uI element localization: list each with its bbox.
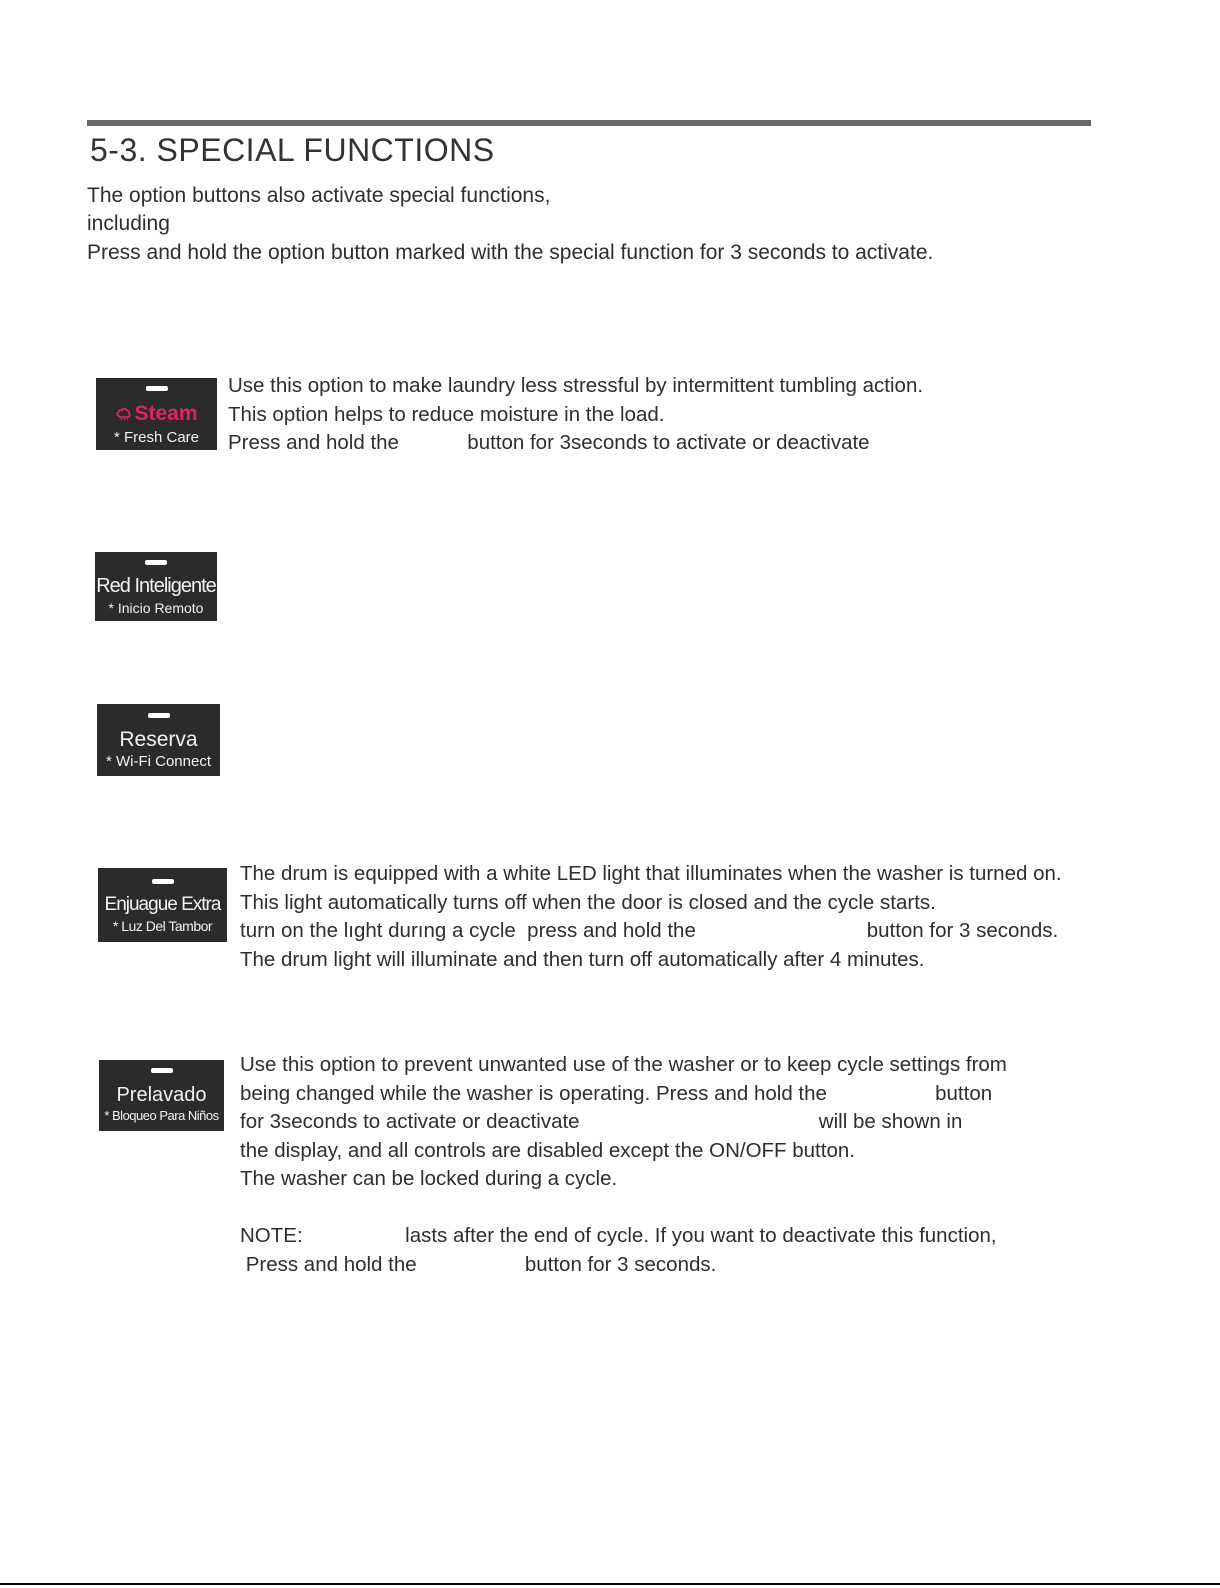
indicator-dash [145, 560, 167, 565]
child-lock-note-line-2: Press and hold the button for 3 seconds. [240, 1252, 717, 1276]
top-rule [87, 120, 1091, 126]
indicator-dash [151, 1068, 173, 1073]
drum-light-line-2: This light automatically turns off when the door is closed and the cycle starts. [240, 890, 936, 914]
child-lock-line-2: being changed while the washer is operating. Press and hold the button [240, 1081, 993, 1105]
drum-light-description [240, 860, 1062, 974]
child-lock-note-line-1: NOTE: lasts after the end of cycle. If you want to deactivate this function, [240, 1224, 997, 1247]
indicator-dash [148, 713, 170, 718]
intro-line-1: The option buttons also activate special functions, [87, 184, 551, 207]
child-lock-line-4: the display, and all controls are disabled except the ON/OFF button. [240, 1138, 855, 1162]
wifi-connect-label: * Wi-Fi Connect [105, 753, 212, 770]
fresh-care-label: * Fresh Care [113, 429, 200, 446]
fresh-care-line-3: Press and hold the button for 3seconds to activate or deactivate [228, 431, 870, 454]
luz-del-tambor-label: * Luz Del Tambor [112, 918, 213, 934]
steam-label: Steam [134, 402, 198, 425]
red-inteligente-label: Red Inteligente [96, 575, 216, 597]
child-lock-line-5: The washer can be locked during a cycle. [240, 1167, 618, 1190]
red-inteligente-badge [95, 552, 217, 621]
child-lock-spacer [240, 1194, 1007, 1223]
inicio-remoto-label: * Inicio Remoto [108, 600, 204, 616]
enjuague-extra-badge [98, 868, 227, 942]
child-lock-line-3: for 3seconds to activate or deactivate will be shown in [240, 1110, 963, 1133]
prelavado-label: Prelavado [116, 1084, 207, 1106]
bloqueo-para-ninos-label: * Bloqueo Para Niños [104, 1108, 219, 1123]
fresh-care-line-2: This option helps to reduce moisture in the load. [228, 402, 665, 426]
reserva-label: Reserva [119, 728, 198, 751]
steam-icon [115, 404, 133, 422]
drum-light-line-1: The drum is equipped with a white LED light that illuminates when the washer is turned on. [240, 862, 1062, 885]
prelavado-badge [99, 1060, 224, 1131]
child-lock-description [240, 1051, 1007, 1279]
drum-light-line-3: turn on the lıght durıng a cycle press and hold the button for 3 seconds. [240, 919, 1059, 942]
indicator-dash [152, 879, 174, 884]
intro-line-3: Press and hold the option button marked with the special function for 3 seconds to activate. [87, 241, 934, 264]
steam-fresh-care-badge [96, 378, 217, 450]
child-lock-line-1: Use this option to prevent unwanted use of the washer or to keep cycle settings from [240, 1053, 1007, 1076]
indicator-dash [146, 386, 168, 391]
bottom-rule [0, 1583, 1220, 1585]
intro-line-2: including [87, 212, 170, 235]
section-title: 5-3. SPECIAL FUNCTIONS [90, 132, 495, 168]
enjuague-extra-label: Enjuague Extra [104, 894, 221, 915]
drum-light-line-4: The drum light will illuminate and then turn off automatically after 4 minutes. [240, 947, 925, 971]
fresh-care-line-1: Use this option to make laundry less stressful by intermittent tumbling action. [228, 374, 924, 397]
fresh-care-description [228, 372, 923, 458]
reserva-badge [97, 704, 220, 776]
